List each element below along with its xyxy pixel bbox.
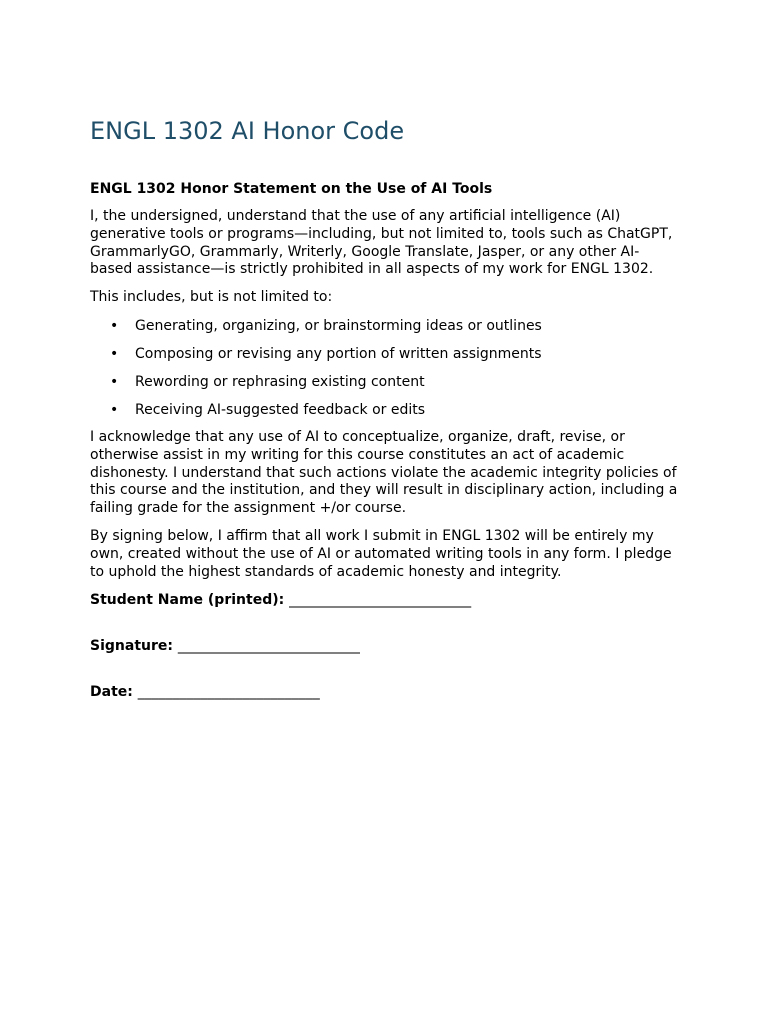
- document-content: [90, 115, 680, 701]
- list-item-text: Receiving AI-suggested feedback or edits: [135, 401, 426, 418]
- acknowledgement-paragraph: I acknowledge that any use of AI to conceptualize, organize, draft, revise, or otherwise assist in my writing for this course constitutes an act of academic dishonesty. I understand that such actions violate the academic integrity policies of this course and the institution, and they will result in disciplinary action, including a failing grade for the assignment +/or course.: [90, 428, 678, 517]
- document-title: ENGL 1302 AI Honor Code: [90, 117, 405, 145]
- bullet-marker: •: [110, 345, 119, 362]
- bullet-marker: •: [110, 373, 119, 390]
- prohibition-paragraph: I, the undersigned, understand that the use of any artificial intelligence (AI) generative tools or programs—including, but not limited to, tools such as ChatGPT, GrammarlyGO, Grammarly, Writerly, Google Translate, Jasper, or any other AI-based assistance—is strictly prohibited in all aspects of my work for ENGL 1302.: [90, 208, 673, 278]
- student-name-label: Student Name (printed):: [90, 592, 285, 609]
- includes-paragraph: This includes, but is not limited to:: [90, 289, 333, 306]
- signature-blank[interactable]: __________________________: [177, 638, 360, 655]
- date-label: Date:: [90, 684, 133, 701]
- student-name-field[interactable]: [90, 591, 680, 609]
- list-item: [90, 317, 680, 335]
- date-blank[interactable]: __________________________: [137, 684, 320, 701]
- prohibited-uses-list: [90, 317, 680, 419]
- list-item-text: Rewording or rephrasing existing content: [135, 373, 425, 390]
- student-name-blank[interactable]: __________________________: [289, 592, 472, 609]
- list-item: [90, 373, 680, 391]
- list-item: [90, 345, 680, 363]
- bullet-marker: •: [110, 401, 119, 418]
- list-item: [90, 401, 680, 419]
- list-item-text: Composing or revising any portion of written assignments: [135, 345, 542, 362]
- bullet-marker: •: [110, 317, 119, 334]
- signature-field[interactable]: [90, 637, 680, 655]
- list-item-text: Generating, organizing, or brainstorming ideas or outlines: [135, 317, 542, 334]
- affirmation-paragraph: By signing below, I affirm that all work I submit in ENGL 1302 will be entirely my own, created without the use of AI or automated writing tools in any form. I pledge to uphold the highest standards of academic honesty and integrity.: [90, 527, 672, 580]
- honor-statement-heading: ENGL 1302 Honor Statement on the Use of AI Tools: [90, 181, 493, 197]
- date-field[interactable]: [90, 683, 680, 701]
- signature-label: Signature:: [90, 638, 173, 655]
